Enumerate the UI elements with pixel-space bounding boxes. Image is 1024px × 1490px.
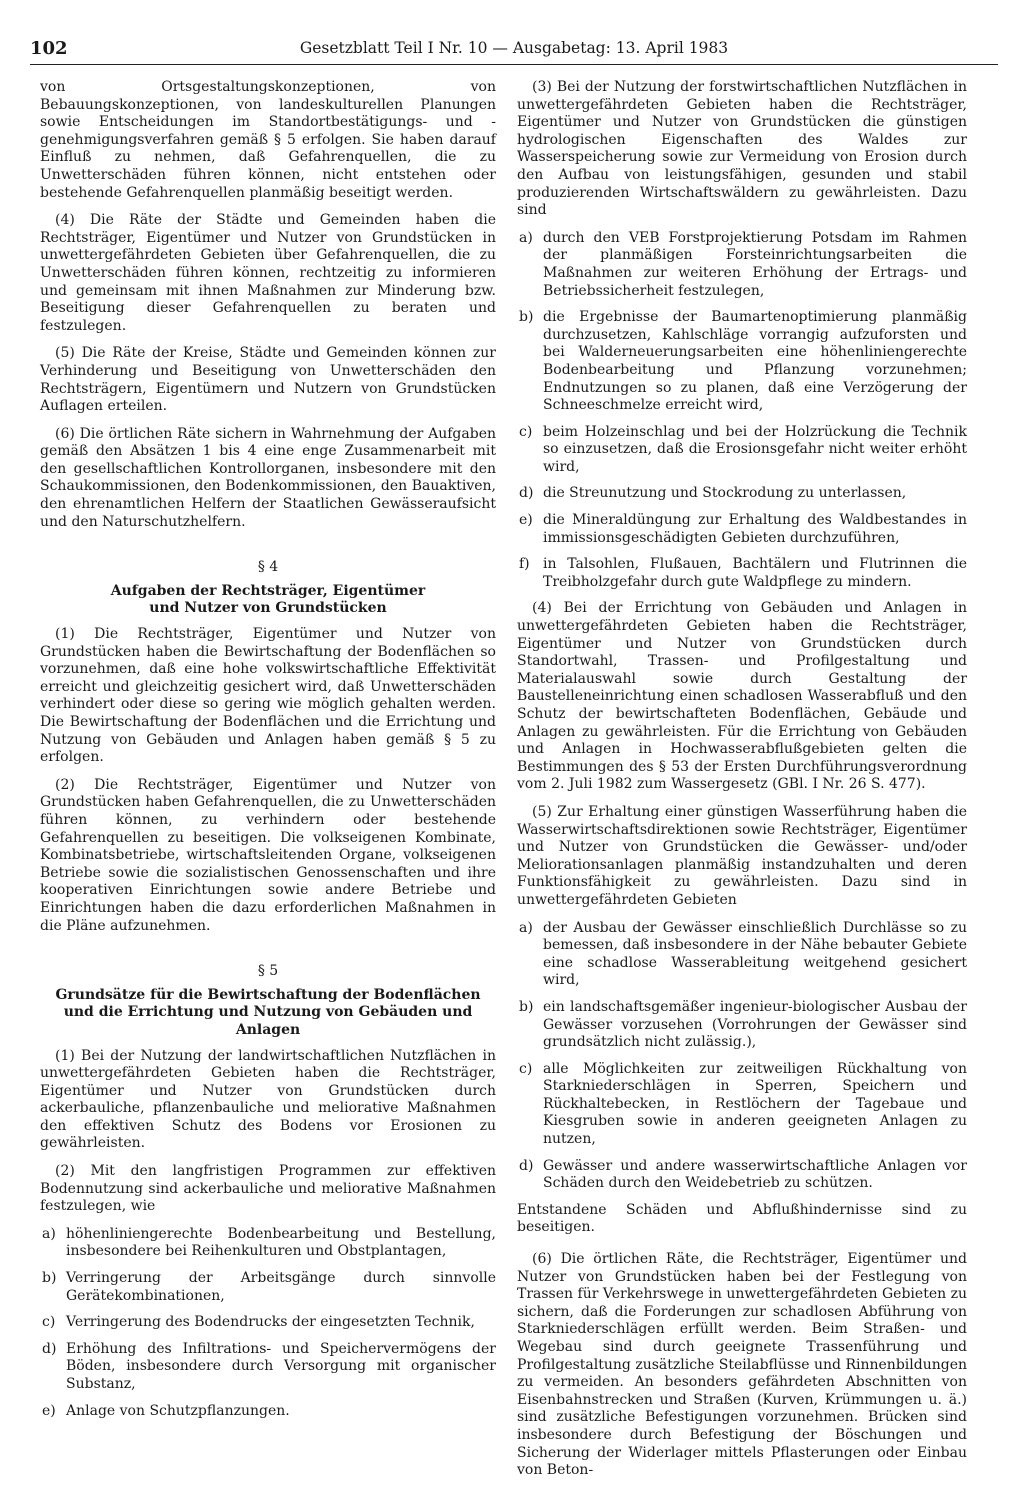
list-marker: b) <box>42 1270 57 1287</box>
section-title-line: Grundsätze für die Bewirtschaftung der Bodenflächen <box>55 986 481 1003</box>
list-text: Anlage von Schutzpflanzungen. <box>66 1402 290 1419</box>
list-item <box>517 485 967 503</box>
paragraph: von Ortsgestaltungskonzeptionen, von Bebauungskonzeptionen, von landeskulturellen Planungen sowie Entscheidungen im Standortbestätigungs- und -genehmigungsverfahren gemäß § 5 erfolgen. Sie haben darauf Einfluß zu nehmen, daß Gefahrenquellen, die zu Unwetterschäden führen können, nicht entstehen oder bestehende Gefahrenquellen planmäßig beseitigt werden. <box>40 79 496 201</box>
list-item <box>517 920 967 990</box>
list-item <box>517 1061 967 1149</box>
paragraph: (1) Bei der Nutzung der landwirtschaftlichen Nutzflächen in unwettergefährdeten Gebieten haben die Rechtsträger, Eigentümer und Nutzer von Grundstücken durch ackerbauliche, pflanzenbauliche und meliorative Maßnahmen den effektiven Schutz des Bodens vor Erosionen zu gewährleisten. <box>40 1047 496 1152</box>
list-marker: c) <box>519 1060 533 1077</box>
list-marker: b) <box>519 309 534 326</box>
paragraph: (3) Bei der Nutzung der forstwirtschaftlichen Nutzflächen in unwettergefährdeten Gebieten haben die Rechtsträger, Eigentümer und Nutzer von Grundstücken die günstigen hydrologischen Eigenschaften des Waldes zur Wasserspeicherung sowie zur Vermeidung von Erosion durch den Aufbau von leistungsfähigen, gesunden und stabil produzierenden Wirtschaftswäldern zu gewährleisten. Dazu sind <box>517 79 967 219</box>
list-marker: d) <box>42 1340 57 1357</box>
section-title-line: Aufgaben der Rechtsträger, Eigentümer <box>110 582 426 599</box>
section-title <box>40 583 496 618</box>
list-marker: c) <box>42 1314 56 1331</box>
list-text: die Mineraldüngung zur Erhaltung des Waldbestandes in immissionsgeschädigten Gebieten durchzuführen, <box>543 512 967 546</box>
paragraph: (5) Die Räte der Kreise, Städte und Gemeinden können zur Verhinderung und Beseitigung von Unwetterschäden den Rechtsträgern, Eigentümern und Nutzern von Grundstücken Auflagen erteilen. <box>40 345 496 415</box>
list-marker: a) <box>519 229 533 246</box>
list-text: der Ausbau der Gewässer einschließlich Durchlässe so zu bemessen, daß insbesondere in der Nähe bebauter Gebiete eine schadlose Wasserableitung weitgehend gesichert wird, <box>543 919 967 989</box>
list-item <box>517 556 967 591</box>
list-marker: c) <box>519 423 533 440</box>
list-item <box>517 999 967 1052</box>
list-item <box>40 1341 496 1394</box>
section-title <box>40 987 496 1040</box>
paragraph: (5) Zur Erhaltung einer günstigen Wasserführung haben die Wasserwirtschaftsdirektionen sowie Rechtsträger, Eigentümer und Nutzer von Grundstücken die Gewässer- und/oder Meliorationsanlagen planmäßig instandzuhalten und deren Funktionsfähigkeit zu gewährleisten. Dazu sind in unwettergefährdeten Gebieten <box>517 803 967 908</box>
list-item <box>40 1314 496 1332</box>
list-item <box>40 1270 496 1305</box>
list-marker: e) <box>42 1402 56 1419</box>
list-text: Erhöhung des Infiltrations- und Speichervermögens der Böden, insbesondere durch Versorgung mit organischer Substanz, <box>66 1340 496 1392</box>
section-number: § 4 <box>257 559 279 576</box>
list-marker: a) <box>519 919 533 936</box>
page-title: Gesetzblatt Teil I Nr. 10 — Ausgabetag: 13. April 1983 <box>299 39 729 57</box>
right-column <box>517 79 967 1490</box>
list-item <box>40 1226 496 1261</box>
list-text: ein landschaftsgemäßer ingenieur-biologischer Ausbau der Gewässer vorzusehen (Vorrohrungen der Gewässer sind grundsätzlich nicht zulässig.), <box>543 998 967 1051</box>
list-item <box>517 512 967 547</box>
page-header <box>30 38 998 65</box>
list-text: beim Holzeinschlag und bei der Holzrückung die Technik so einzusetzen, daß die Erosionsgefahr nicht weiter erhöht wird, <box>543 423 967 475</box>
item-list <box>40 1226 496 1420</box>
paragraph: (1) Die Rechtsträger, Eigentümer und Nutzer von Grundstücken haben die Bewirtschaftung der Bodenflächen so vorzunehmen, daß eine hohe volkswirtschaftliche Effektivität erreicht und gleichzeitig gesichert wird, daß Unwetterschäden verhindert oder diese so gering wie möglich gehalten werden. Die Bewirtschaftung der Bodenflächen und die Errichtung und Nutzung von Gebäuden und Anlagen haben gemäß § 5 zu erfolgen. <box>40 626 496 766</box>
list-text: Verringerung des Bodendrucks der eingesetzten Technik, <box>66 1314 475 1331</box>
list-text: in Talsohlen, Flußauen, Bachtälern und Flutrinnen die Treibholzgefahr durch gute Waldpflege zu mindern. <box>543 556 967 590</box>
list-text: alle Möglichkeiten zur zeitweiligen Rückhaltung von Starkniederschlägen in Sperren, Speichern und Rückhaltebecken, in Restlöchern der Tagebaue und Kiesgruben sowie in anderen geeigneten Anlagen zu nutzen, <box>543 1060 967 1148</box>
list-item <box>517 424 967 477</box>
section-title-line: und Nutzer von Grundstücken <box>149 600 387 617</box>
list-item <box>517 1158 967 1193</box>
list-text: die Ergebnisse der Baumartenoptimierung planmäßig durchzusetzen, Kahlschläge vorrangig aufzuforsten und bei Walderneuerungsarbeiten eine höhenliniengerechte Bodenbearbeitung und Pflanzung vorzunehmen; Endnutzungen so zu planen, daß eine Verzögerung der Schneeschmelze erreicht wird, <box>543 309 967 414</box>
list-marker: f) <box>519 556 530 573</box>
list-text: durch den VEB Forstprojektierung Potsdam im Rahmen der planmäßigen Forsteinrichtungsarbeiten die Maßnahmen zur weiteren Erhöhung der Ertrags- und Betriebssicherheit festzulegen, <box>543 229 967 299</box>
list-item <box>40 1403 496 1421</box>
list-text: höhenliniengerechte Bodenbearbeitung und Bestellung, insbesondere bei Reihenkulturen und Obstplantagen, <box>66 1225 496 1260</box>
item-list <box>517 230 967 592</box>
section-title-line: und die Errichtung und Nutzung von Gebäuden und Anlagen <box>63 1004 473 1038</box>
paragraph: (6) Die örtlichen Räte, die Rechtsträger, Eigentümer und Nutzer von Grundstücken haben bei der Festlegung von Trassen für Verkehrswege in unwettergefährdeten Gebieten zu sichern, daß die Forderungen zur schadlosen Abführung von Starkniederschlägen erfüllt werden. Beim Straßen- und Wegebau sind durch geeignete Trassenführung und Profilgestaltung zusätzliche Steilabflüsse und Rinnenbildungen zu vermeiden. An besonders gefährdeten Abschnitten von Eisenbahnstrecken und Straßen (Kurven, Krümmungen u. ä.) sind zusätzliche Befestigungen vorzunehmen. Brücken sind insbesondere durch Befestigung der Böschungen und Sicherung der Widerlager mittels Pflasterungen oder Einbau von Beton- <box>517 1251 967 1479</box>
paragraph: (2) Mit den langfristigen Programmen zur effektiven Bodennutzung sind ackerbauliche und meliorative Maßnahmen festzulegen, wie <box>40 1163 496 1215</box>
list-marker: d) <box>519 1157 534 1174</box>
paragraph: Entstandene Schäden und Abflußhindernisse sind zu beseitigen. <box>517 1201 967 1236</box>
list-text: die Streunutzung und Stockrodung zu unterlassen, <box>543 485 907 502</box>
list-marker: e) <box>519 512 533 529</box>
section-number: § 5 <box>257 963 279 980</box>
left-column <box>40 79 496 1429</box>
paragraph: (2) Die Rechtsträger, Eigentümer und Nutzer von Grundstücken haben Gefahrenquellen, die zu Unwetterschäden führen können, zu verhindern oder bestehende Gefahrenquellen zu beseitigen. Die volkseigenen Kombinate, Kombinatsbetriebe, wirtschaftsleitenden Organe, volkseigenen Betriebe sowie die sozialistischen Genossenschaften und ihre kooperativen Einrichtungen sowie andere Betriebe und Einrichtungen haben die dazu erforderlichen Maßnahmen in die Pläne aufzunehmen. <box>40 776 496 934</box>
page-number: 102 <box>30 38 68 59</box>
list-text: Verringerung der Arbeitsgänge durch sinnvolle Gerätekombinationen, <box>66 1270 496 1304</box>
list-item <box>517 230 967 300</box>
list-marker: b) <box>519 998 534 1015</box>
item-list <box>517 920 967 1193</box>
paragraph: (6) Die örtlichen Räte sichern in Wahrnehmung der Aufgaben gemäß den Absätzen 1 bis 4 eine enge Zusammenarbeit mit den gesellschaftlichen Kontrollorganen, insbesondere mit den Schaukommissionen, den Bodenkommissionen, den Bauaktiven, den ehrenamtlichen Helfern der Staatlichen Gewässeraufsicht und den Naturschutzhelfern. <box>40 425 496 530</box>
paragraph: (4) Bei der Errichtung von Gebäuden und Anlagen in unwettergefährdeten Gebieten haben die Rechtsträger, Eigentümer und Nutzer von Grundstücken durch Standortwahl, Trassen- und Profilgestaltung und Materialauswahl sowie durch Gestaltung der Baustelleneinrichtung einen schadlosen Wasserabfluß und den Schutz der bewirtschafteten Bodenflächen, Gebäude und Anlagen zu gewährleisten. Für die Errichtung von Gebäuden und Anlagen in Hochwasserabflußgebieten gelten die Bestimmungen des § 53 der Ersten Durchführungsverordnung vom 2. Juli 1982 zum Wassergesetz (GBl. I Nr. 26 S. 477). <box>517 600 967 793</box>
paragraph: (4) Die Räte der Städte und Gemeinden haben die Rechtsträger, Eigentümer und Nutzer von Grundstücken in unwettergefährdeten Gebieten über Gefahrenquellen, die zu Unwetterschäden führen können, rechtzeitig zu informieren und gemeinsam mit ihnen Maßnahmen zur Minderung bzw. Beseitigung dieser Gefahrenquellen zu beraten und festzulegen. <box>40 212 496 334</box>
list-marker: a) <box>42 1225 56 1242</box>
list-text: Gewässer und andere wasserwirtschaftliche Anlagen vor Schäden durch den Weidebetrieb zu schützen. <box>543 1157 967 1192</box>
list-item <box>517 309 967 415</box>
list-marker: d) <box>519 485 534 502</box>
